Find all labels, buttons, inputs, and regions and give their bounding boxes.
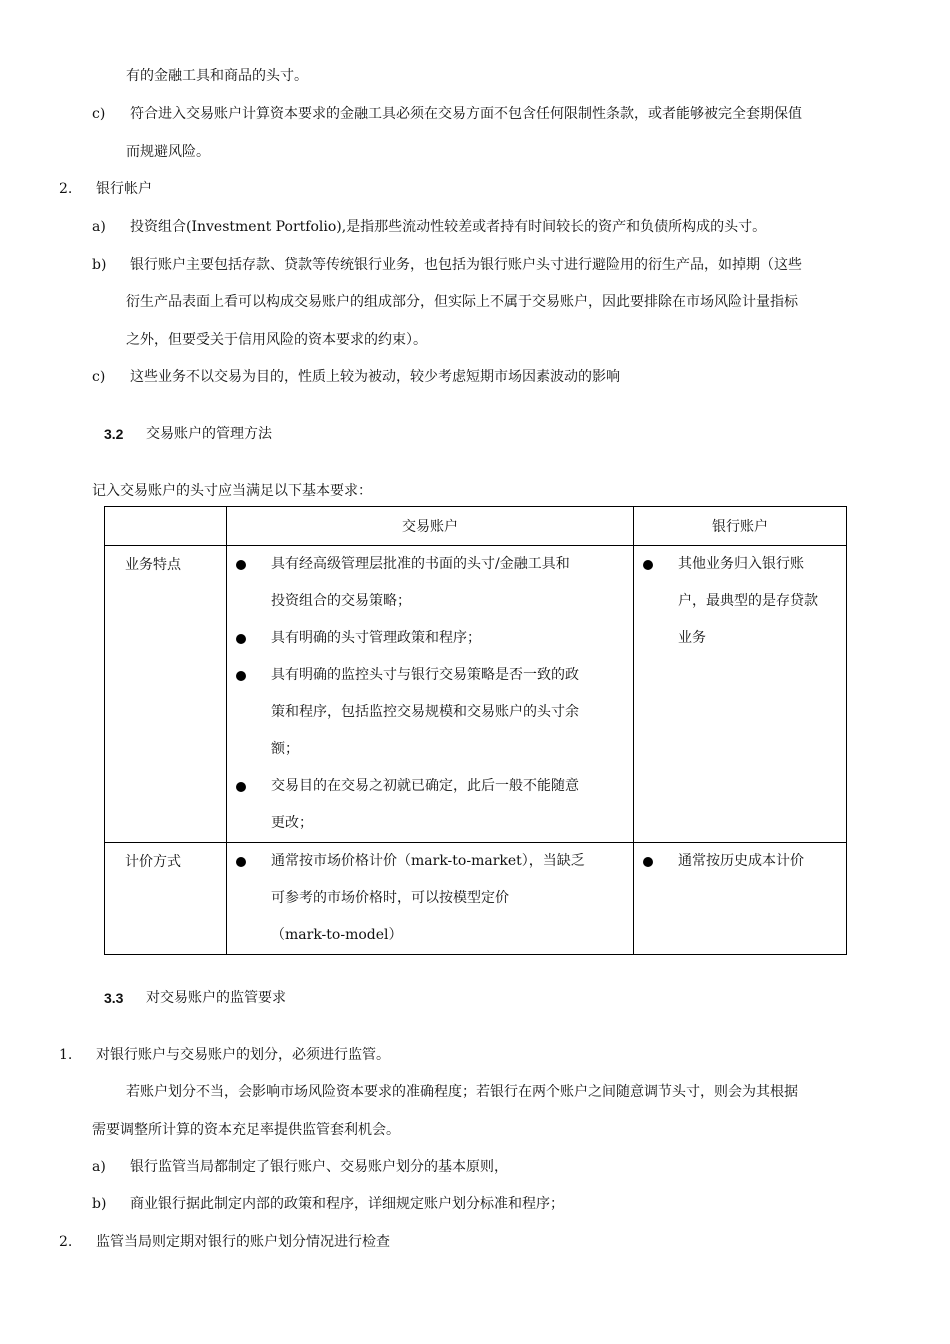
section-2b-number: 2. <box>59 1234 73 1250</box>
sec2-c-marker: c) <box>92 369 106 385</box>
row-label-pricing: 计价方式 <box>105 843 227 955</box>
bullet-item: 通常按市场价格计价（mark-to-market），当缺乏 可参考的市场价格时，可以按模型定价 （mark-to-model） <box>227 843 633 954</box>
cell-business-trading <box>227 546 634 843</box>
sec2-a-marker: a) <box>92 219 106 235</box>
sec2-b-line-3: 之外，但要受关于信用风险的资本要求的约束）。 <box>126 332 427 348</box>
table-header-banking: 银行账户 <box>634 507 847 546</box>
heading-3-3-title: 对交易账户的监管要求 <box>146 990 286 1006</box>
bullet-dot-icon <box>236 857 246 867</box>
heading-3-2-number: 3.2 <box>104 426 124 442</box>
cell-business-banking <box>634 546 847 843</box>
table-header-empty <box>105 507 227 546</box>
table-header-row <box>105 507 847 546</box>
sec2-c-text: 这些业务不以交易为目的，性质上较为被动，较少考虑短期市场因素波动的影响 <box>130 369 620 385</box>
section-1b-title: 对银行账户与交易账户的划分，必须进行监管。 <box>96 1047 390 1063</box>
sec1b-b-marker: b) <box>92 1196 107 1212</box>
cell-pricing-trading <box>227 843 634 955</box>
bullet-dot-icon <box>236 671 246 681</box>
table-row-business <box>105 546 847 843</box>
cell-pricing-banking <box>634 843 847 955</box>
section-1b-para-line-2: 需要调整所计算的资本充足率提供监管套利机会。 <box>92 1122 400 1138</box>
section-2-number: 2. <box>59 181 73 197</box>
section-2-title: 银行帐户 <box>96 181 152 197</box>
item-c-line-1: 符合进入交易账户计算资本要求的金融工具必须在交易方面不包含任何限制性条款，或者能够被完全套期保值 <box>130 106 802 122</box>
sec1b-b-text: 商业银行据此制定内部的政策和程序，详细规定账户划分标准和程序； <box>130 1196 564 1212</box>
sec2-b-line-2: 衍生产品表面上看可以构成交易账户的组成部分，但实际上不属于交易账户，因此要排除在市场风险计量指标 <box>126 294 798 310</box>
section-2b-title: 监管当局则定期对银行的账户划分情况进行检查 <box>96 1234 390 1250</box>
sec2-b-line-1: 银行账户主要包括存款、贷款等传统银行业务，也包括为银行账户头寸进行避险用的衍生产品，如掉期（这些 <box>130 257 802 273</box>
comparison-table <box>104 506 847 955</box>
bullet-dot-icon <box>643 857 653 867</box>
bullet-dot-icon <box>643 560 653 570</box>
table-row-pricing <box>105 843 847 955</box>
bullet-dot-icon <box>236 560 246 570</box>
bullet-dot-icon <box>236 782 246 792</box>
item-c-line-2: 而规避风险。 <box>126 144 210 160</box>
bullet-item: 具有明确的头寸管理政策和程序； <box>227 620 633 657</box>
bullet-item: 具有经高级管理层批准的书面的头寸/金融工具和 投资组合的交易策略； <box>227 546 633 620</box>
sec2-b-marker: b) <box>92 257 107 273</box>
section-1b-number: 1. <box>59 1047 73 1063</box>
heading-3-2-title: 交易账户的管理方法 <box>146 426 272 442</box>
heading-3-3-number: 3.3 <box>104 990 124 1006</box>
bullet-item: 交易目的在交易之初就已确定，此后一般不能随意 更改； <box>227 768 633 842</box>
section-1b-para-line-1: 若账户划分不当，会影响市场风险资本要求的准确程度；若银行在两个账户之间随意调节头寸，则会为其根据 <box>126 1084 798 1100</box>
bullet-item: 具有明确的监控头寸与银行交易策略是否一致的政 策和程序，包括监控交易规模和交易账户的头寸余 额； <box>227 657 633 768</box>
bullet-dot-icon <box>236 634 246 644</box>
item-c-marker: c) <box>92 106 106 122</box>
sec1b-a-text: 银行监管当局都制定了银行账户、交易账户划分的基本原则， <box>130 1159 508 1175</box>
sec2-a-text: 投资组合(Investment Portfolio),是指那些流动性较差或者持有时间较长的资产和负债所构成的头寸。 <box>130 219 767 235</box>
table-intro: 记入交易账户的头寸应当满足以下基本要求： <box>92 483 372 499</box>
sec1b-a-marker: a) <box>92 1159 106 1175</box>
bullet-item: 通常按历史成本计价 <box>634 843 846 880</box>
intro-line: 有的金融工具和商品的头寸。 <box>126 68 308 84</box>
table-header-trading: 交易账户 <box>227 507 634 546</box>
row-label-business: 业务特点 <box>105 546 227 843</box>
bullet-item: 其他业务归入银行账 户，最典型的是存贷款 业务 <box>634 546 846 657</box>
